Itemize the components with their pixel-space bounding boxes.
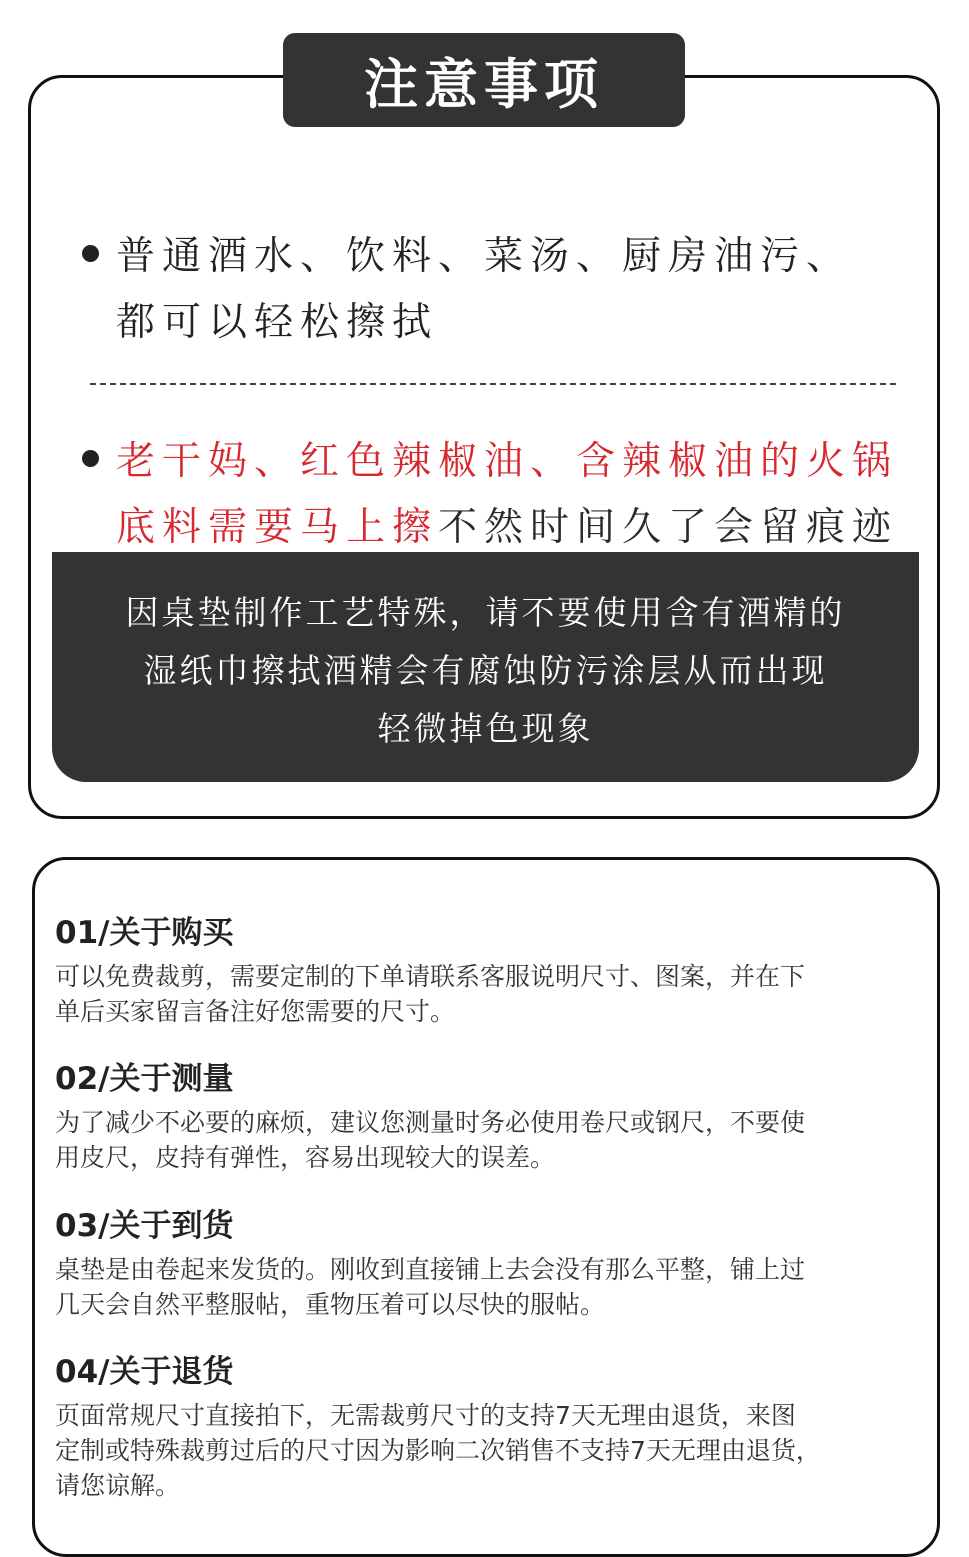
faq-section-title: 03/关于到货 (55, 1208, 234, 1244)
warning-line: 湿纸巾擦拭酒精会有腐蚀防污涂层从而出现 (143, 651, 828, 690)
faq-section-delivery (55, 1204, 925, 1322)
dashed-divider (90, 383, 896, 385)
faq-section-text: 桌垫是由卷起来发货的。刚收到直接铺上去会没有那么平整，铺上过 (55, 1255, 806, 1284)
faq-section-text: 几天会自然平整服帖，重物压着可以尽快的服帖。 (55, 1290, 606, 1319)
faq-section-text: 用皮尺，皮持有弹性，容易出现较大的误差。 (55, 1143, 556, 1172)
warning-line: 轻微掉色现象 (377, 709, 594, 748)
warning-line: 因桌垫制作工艺特殊，请不要使用含有酒精的 (125, 593, 846, 632)
notice-item-text: 普通酒水、饮料、菜汤、厨房油污、 (116, 234, 853, 279)
notice-item-highlight: 底料需要马上擦 (116, 505, 439, 550)
faq-section-text: 页面常规尺寸直接拍下，无需裁剪尺寸的支持7天无理由退货，来图 (55, 1401, 796, 1430)
faq-section-text: 为了减少不必要的麻烦，建议您测量时务必使用卷尺或钢尺，不要使 (55, 1108, 806, 1137)
notice-item-text: 不然时间久了会留痕迹 (438, 505, 899, 550)
faq-section-title: 04/关于退货 (55, 1354, 234, 1390)
faq-section-measure (55, 1057, 925, 1175)
faq-section-text: 单后买家留言备注好您需要的尺寸。 (55, 997, 456, 1026)
notice-item-text: 都可以轻松擦拭 (116, 300, 439, 345)
bullet-icon (82, 450, 99, 467)
faq-section-purchase (55, 911, 925, 1029)
faq-section-title: 02/关于测量 (55, 1061, 234, 1097)
faq-section-title: 01/关于购买 (55, 915, 234, 951)
notice-item-text: 老干妈、红色辣椒油、含辣椒油的火锅 (116, 439, 899, 484)
faq-section-returns (55, 1350, 925, 1503)
alcohol-warning-box (52, 552, 919, 782)
faq-section-text: 定制或特殊裁剪过后的尺寸因为影响二次销售不支持7天无理由退货， (55, 1436, 821, 1465)
page-title: 注意事项 (283, 33, 685, 127)
notice-item-general (82, 220, 902, 352)
bullet-icon (82, 245, 99, 262)
notice-item-chili-oil (82, 425, 902, 557)
faq-section-text: 可以免费裁剪，需要定制的下单请联系客服说明尺寸、图案，并在下 (55, 962, 806, 991)
faq-section-text: 请您谅解。 (55, 1471, 181, 1500)
